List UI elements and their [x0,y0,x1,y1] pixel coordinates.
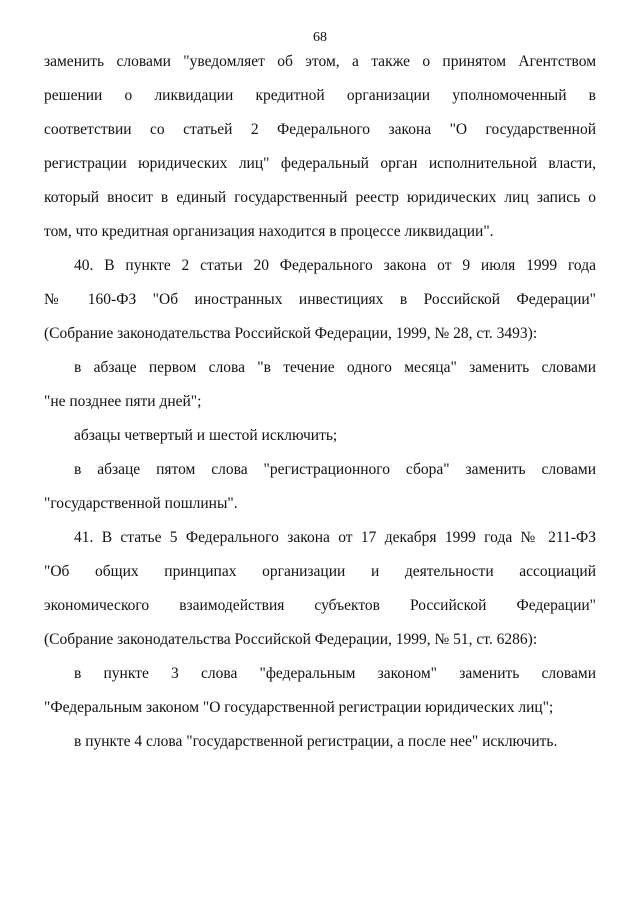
text-line: "Об общих принципах организации и деятельности ассоциаций [44,563,596,580]
text-line: (Собрание законодательства Российской Федерации, 1999, № 28, ст. 3493): [44,325,538,342]
text-line: в абзаце первом слова "в течение одного месяца" заменить словами [74,359,596,376]
text-line: "не позднее пяти дней"; [44,393,202,410]
text-line: в пункте 3 слова "федеральным законом" заменить словами [74,665,596,682]
text-line: заменить словами "уведомляет об этом, а также о принятом Агентством [44,53,596,70]
text-line: в пункте 4 слова "государственной регистрации, а после нее" исключить. [74,733,558,750]
text-line: "государственной пошлины". [44,495,238,512]
text-line: соответствии со статьей 2 Федерального закона "О государственной [44,121,596,138]
text-line: который вносит в единый государственный реестр юридических лиц запись о [44,189,596,206]
document-body [44,52,596,766]
text-line: том, что кредитная организация находится в процессе ликвидации". [44,223,494,240]
text-line: экономического взаимодействия субъектов Российской Федерации" [44,597,596,614]
paragraph-41-start: 41. В статье 5 Федерального закона от 17 декабря 1999 года № 211-ФЗ [74,529,596,546]
text-line: "Федеральным законом "О государственной регистрации юридических лиц"; [44,699,554,716]
text-line: регистрации юридических лиц" федеральный орган исполнительной власти, [44,155,596,172]
text-line: решении о ликвидации кредитной организации уполномоченный в [44,87,596,104]
text-line: абзацы четвертый и шестой исключить; [74,427,338,444]
paragraph-40-start: 40. В пункте 2 статьи 20 Федерального закона от 9 июля 1999 года [74,257,596,274]
page-number: 68 [313,30,327,45]
text-line: № 160-ФЗ "Об иностранных инвестициях в Российской Федерации" [44,291,596,308]
text-line: (Собрание законодательства Российской Федерации, 1999, № 51, ст. 6286): [44,631,538,648]
text-line: в абзаце пятом слова "регистрационного сбора" заменить словами [74,461,596,478]
